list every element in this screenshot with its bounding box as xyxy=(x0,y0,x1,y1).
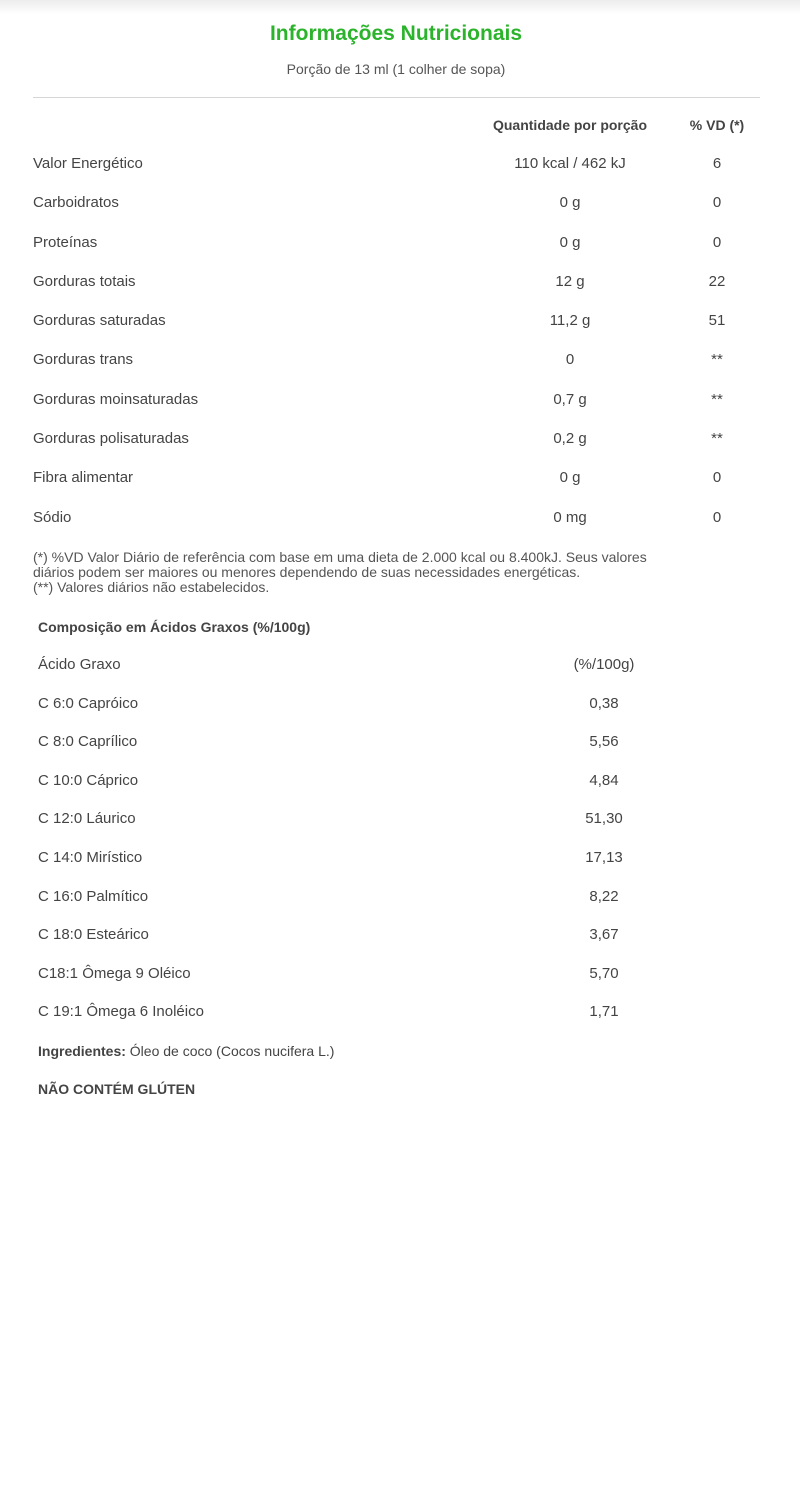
table-row xyxy=(0,420,800,459)
fatty-acid-value: 5,70 xyxy=(589,964,619,982)
fatty-acid-label: C18:1 Ômega 9 Oléico xyxy=(38,964,191,982)
nutrient-quantity: 11,2 g xyxy=(549,312,591,330)
ingredients-label: Ingredientes: xyxy=(38,1043,126,1059)
nutrient-label: Gorduras polisaturadas xyxy=(33,430,189,448)
fatty-acid-label: C 10:0 Cáprico xyxy=(38,771,139,789)
table-row xyxy=(0,145,800,184)
top-shadow xyxy=(0,0,800,14)
footnote-line: diários podem ser maiores ou menores dependendo de suas necessidades energéticas. xyxy=(33,564,581,580)
quantity-column-header: Quantidade por porção xyxy=(492,117,647,133)
table-row xyxy=(0,224,800,263)
fatty-acid-label: C 12:0 Láurico xyxy=(38,810,136,828)
portion-size: Porção de 13 ml (1 colher de sopa) xyxy=(286,61,506,77)
nutrition-table xyxy=(0,145,800,538)
table-row xyxy=(0,917,800,956)
fatty-acid-label: C 16:0 Palmítico xyxy=(38,887,149,905)
fatty-acid-label: C 19:1 Ômega 6 Inoléico xyxy=(38,1003,204,1021)
nutrient-label: Gorduras saturadas xyxy=(33,312,166,330)
fatty-acid-label: C 14:0 Mirístico xyxy=(38,848,143,866)
fatty-acid-value: 1,71 xyxy=(589,1003,619,1021)
table-row xyxy=(0,724,800,763)
table-row xyxy=(0,302,800,341)
nutrient-vd: 6 xyxy=(712,155,722,172)
ingredients-text: Óleo de coco (Cocos nucifera L.) xyxy=(125,1043,335,1059)
table-row xyxy=(0,879,800,918)
nutrient-label: Sódio xyxy=(33,508,72,526)
nutrient-vd: 0 xyxy=(712,233,722,251)
ingredients xyxy=(38,1043,334,1059)
page-title: Informações Nutricionais xyxy=(269,22,523,45)
nutrient-vd: ** xyxy=(711,351,723,369)
nutrient-quantity: 0 g xyxy=(559,194,581,212)
nutrient-vd: 0 xyxy=(712,508,722,526)
divider xyxy=(33,97,760,98)
percent-column-header: (%/100g) xyxy=(573,656,635,673)
nutrient-quantity: 0,2 g xyxy=(553,430,587,448)
fatty-acids-title: Composição em Ácidos Graxos (%/100g) xyxy=(38,619,311,635)
nutrient-quantity: 110 kcal / 462 kJ xyxy=(514,155,626,172)
vd-footnote xyxy=(33,550,733,595)
fatty-acid-value: 8,22 xyxy=(589,887,619,905)
nutrient-vd: ** xyxy=(711,430,723,448)
fatty-acid-value: 17,13 xyxy=(585,848,623,866)
footnote-line: (**) Valores diários não estabelecidos. xyxy=(33,579,270,595)
nutrient-quantity: 12 g xyxy=(555,272,585,290)
nutrient-label: Gorduras totais xyxy=(33,272,136,290)
nutrient-quantity: 0 xyxy=(565,351,575,369)
table-row xyxy=(0,686,800,725)
table-row xyxy=(0,341,800,380)
fatty-acids-table xyxy=(0,647,800,1033)
nutrient-vd: 0 xyxy=(712,194,722,212)
table-row xyxy=(0,763,800,802)
fatty-acid-label: C 18:0 Esteárico xyxy=(38,926,149,944)
nutrient-quantity: 0 g xyxy=(559,233,581,251)
table-row xyxy=(0,499,800,538)
table-row xyxy=(0,801,800,840)
fatty-acid-value: 5,56 xyxy=(589,733,619,751)
table-row xyxy=(0,459,800,498)
table-row xyxy=(0,994,800,1033)
nutrient-quantity: 0 g xyxy=(559,469,581,487)
footnote-line: (*) %VD Valor Diário de referência com base em uma dieta de 2.000 kcal ou 8.400kJ. Seus valores xyxy=(33,549,647,565)
nutrient-quantity: 0 mg xyxy=(553,508,587,526)
table-row xyxy=(0,956,800,995)
fatty-acid-label: C 8:0 Caprílico xyxy=(38,733,138,751)
fatty-acid-column-header: Ácido Graxo xyxy=(38,656,121,673)
table-row xyxy=(0,840,800,879)
table-row xyxy=(0,263,800,302)
fatty-acid-value: 51,30 xyxy=(585,810,623,828)
nutrient-label: Fibra alimentar xyxy=(33,469,134,487)
nutrient-label: Proteínas xyxy=(33,233,98,251)
table-row xyxy=(0,184,800,223)
nutrient-vd: 22 xyxy=(708,272,726,290)
nutrient-label: Carboidratos xyxy=(33,194,119,212)
nutrient-vd: ** xyxy=(711,390,723,408)
nutrient-vd: 51 xyxy=(708,312,726,330)
fatty-acid-value: 3,67 xyxy=(589,926,619,944)
nutrient-label: Gorduras moinsaturadas xyxy=(33,390,199,408)
nutrient-vd: 0 xyxy=(712,469,722,487)
fatty-acid-value: 4,84 xyxy=(589,771,619,789)
fatty-acid-label: C 6:0 Capróico xyxy=(38,694,139,712)
fatty-acids-header-row xyxy=(0,647,800,686)
table-row xyxy=(0,381,800,420)
fatty-acid-value: 0,38 xyxy=(589,694,619,712)
gluten-notice: NÃO CONTÉM GLÚTEN xyxy=(38,1081,196,1097)
nutrient-label: Gorduras trans xyxy=(33,351,134,369)
nutrient-label: Valor Energético xyxy=(33,155,143,172)
nutrient-quantity: 0,7 g xyxy=(553,390,587,408)
vd-column-header: % VD (*) xyxy=(689,117,745,133)
nutrition-table-header xyxy=(0,117,800,137)
